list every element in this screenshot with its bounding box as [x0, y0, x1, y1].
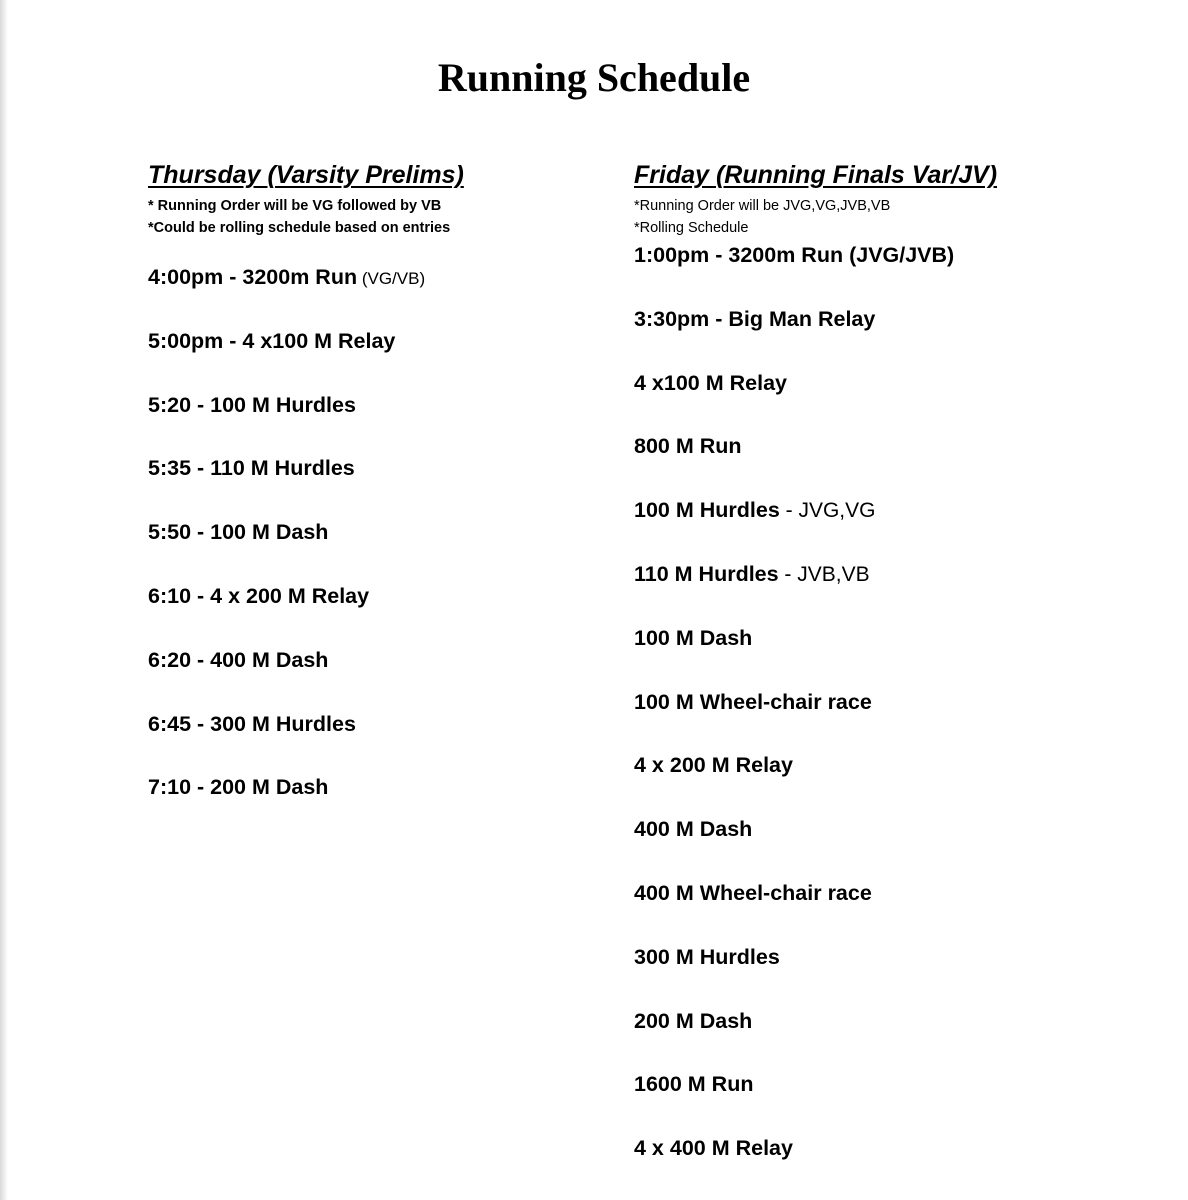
- event-name: 4:00pm - 3200m Run: [148, 265, 358, 289]
- event-name: 100 M Hurdles: [634, 498, 780, 523]
- schedule-event: [634, 814, 954, 878]
- event-name: 4 x100 M Relay: [634, 370, 787, 395]
- event-name: 5:35 - 110 M Hurdles: [148, 456, 355, 481]
- thursday-event-list: [148, 262, 425, 836]
- schedule-event: [148, 262, 425, 326]
- schedule-event: [634, 687, 954, 751]
- schedule-event: [634, 750, 954, 814]
- thursday-note: *Could be rolling schedule based on entries: [148, 220, 451, 236]
- event-name: 6:45 - 300 M Hurdles: [148, 711, 356, 736]
- event-name: 5:50 - 100 M Dash: [148, 520, 329, 545]
- event-name: 6:10 - 4 x 200 M Relay: [148, 583, 370, 608]
- schedule-event: [148, 326, 425, 390]
- thursday-heading: Thursday (Varsity Prelims): [148, 161, 464, 189]
- event-note: - JVG,VG: [779, 499, 876, 523]
- schedule-event: [148, 709, 425, 773]
- friday-note: *Rolling Schedule: [634, 220, 749, 236]
- schedule-event: [634, 431, 954, 495]
- schedule-event: [634, 559, 954, 623]
- event-name: 1600 M Run: [634, 1072, 754, 1097]
- event-name: 100 M Dash: [634, 625, 753, 650]
- event-name: 300 M Hurdles: [634, 944, 780, 969]
- thursday-note: * Running Order will be VG followed by VB: [148, 198, 442, 214]
- event-name: 4 x 400 M Relay: [634, 1136, 793, 1161]
- schedule-event: [634, 495, 954, 559]
- event-name: 6:20 - 400 M Dash: [148, 647, 329, 672]
- schedule-event: [148, 453, 425, 517]
- event-name: 5:20 - 100 M Hurdles: [148, 392, 356, 417]
- event-name: 110 M Hurdles: [634, 561, 779, 586]
- event-note: - JVB,VB: [778, 562, 870, 586]
- schedule-event: [148, 517, 425, 581]
- schedule-event: [634, 878, 954, 942]
- schedule-event: [148, 390, 425, 454]
- page-edge-shadow: [0, 0, 8, 1200]
- event-name: 5:00pm - 4 x100 M Relay: [148, 328, 396, 353]
- friday-event-list: [634, 240, 954, 1197]
- schedule-event: [148, 772, 425, 836]
- event-name: 200 M Dash: [634, 1008, 753, 1033]
- schedule-event: [148, 645, 425, 709]
- schedule-event: [634, 304, 954, 368]
- event-name: 4 x 200 M Relay: [634, 753, 793, 778]
- event-name: 7:10 - 200 M Dash: [148, 775, 329, 800]
- event-name: 800 M Run: [634, 434, 742, 459]
- friday-note: *Running Order will be JVG,VG,JVB,VB: [634, 198, 891, 214]
- event-note: (VG/VB): [357, 269, 426, 288]
- schedule-event: [148, 581, 425, 645]
- event-name: 100 M Wheel-chair race: [634, 689, 872, 714]
- event-name: 400 M Dash: [634, 817, 753, 842]
- schedule-event: [634, 1069, 954, 1133]
- friday-heading: Friday (Running Finals Var/JV): [634, 161, 998, 189]
- schedule-event: [634, 1006, 954, 1070]
- event-name: 3:30pm - Big Man Relay: [634, 306, 876, 331]
- schedule-event: [634, 1133, 954, 1197]
- schedule-event: [634, 368, 954, 432]
- page-title: Running Schedule: [437, 55, 751, 100]
- schedule-event: [634, 942, 954, 1006]
- event-name: 1:00pm - 3200m Run (JVG/JVB): [634, 243, 955, 267]
- schedule-event: [634, 623, 954, 687]
- event-name: 400 M Wheel-chair race: [634, 880, 872, 905]
- schedule-event: [634, 240, 954, 304]
